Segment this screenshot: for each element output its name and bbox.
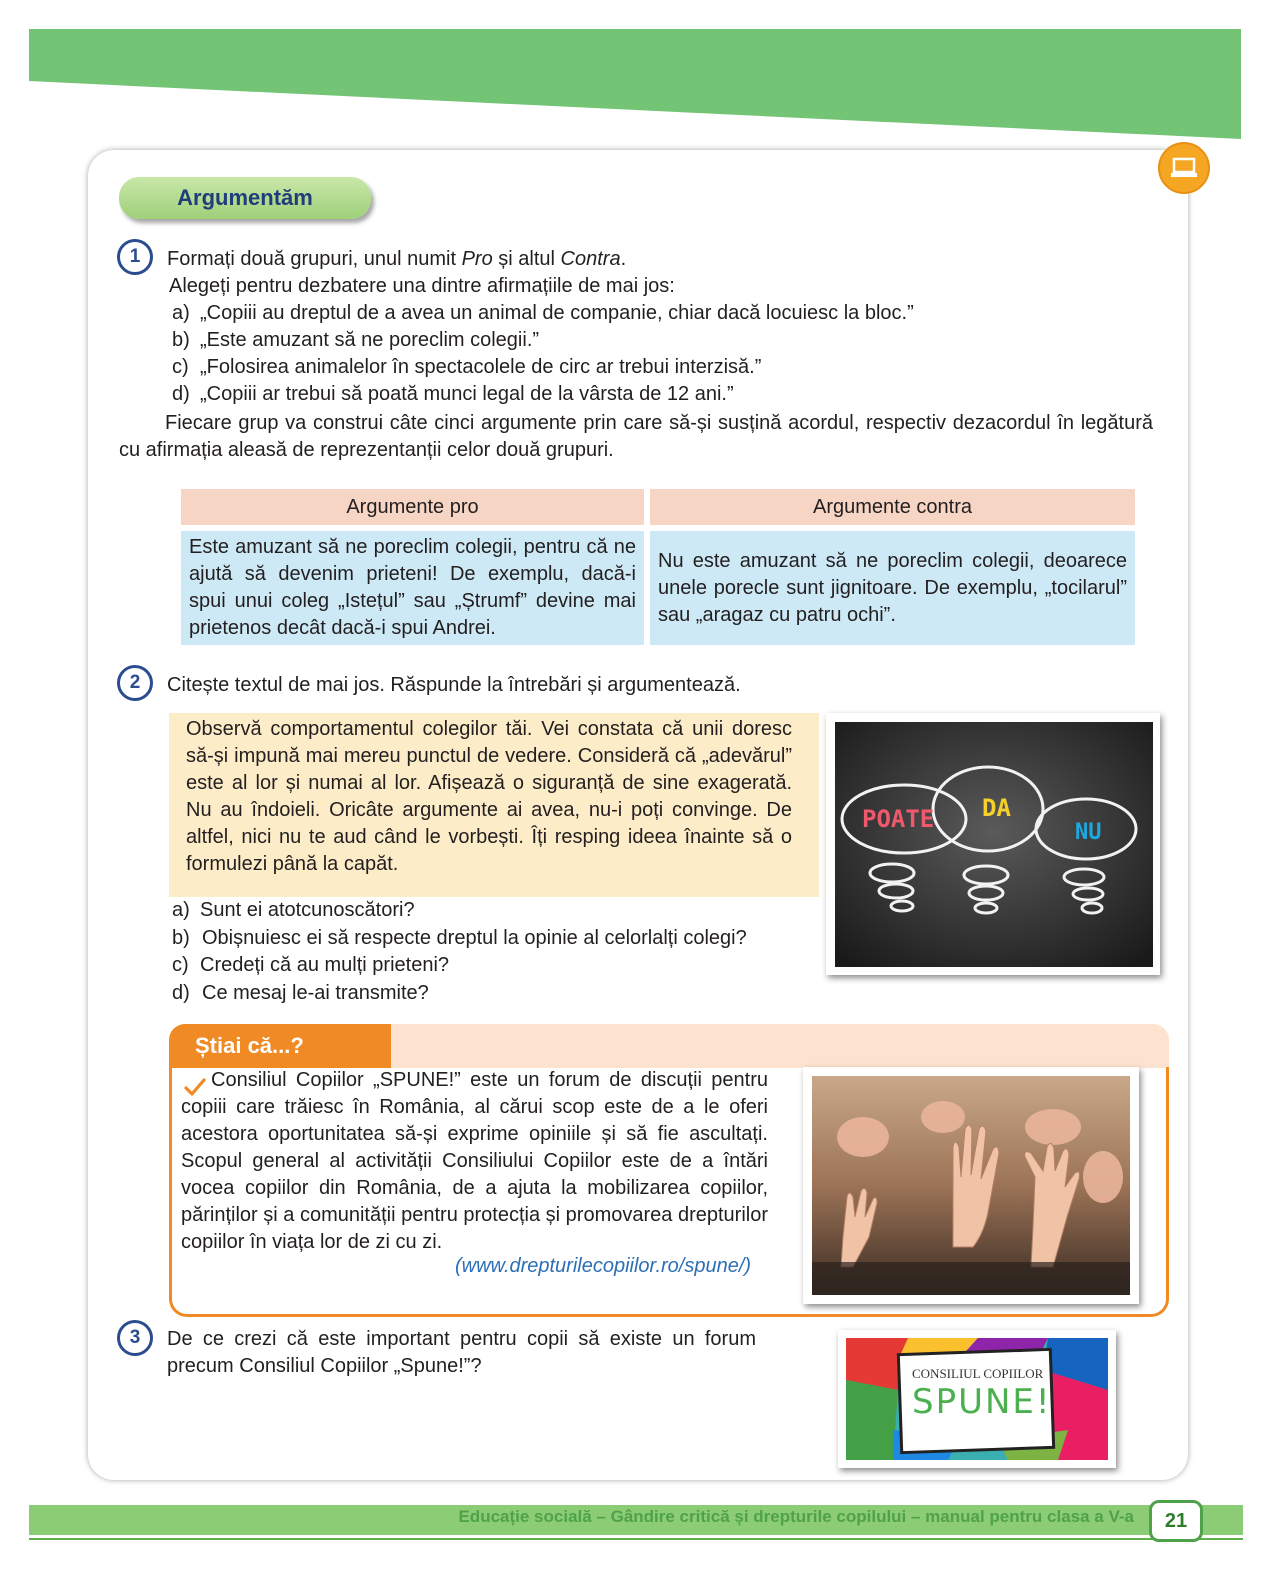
footer-title: Educație socială – Gândire critică și drepturile copilului – manual pentru clasa a V-a <box>458 1507 1134 1526</box>
table-header-contra: Argumente contra <box>650 489 1135 525</box>
stiai-text: Consiliul Copiilor „SPUNE!” este un forum de discuții pentru copiii care trăiesc în România, al cărui scop este de a le oferi acestora oportunitatea să-și exprime opiniile și să fie ascultați. Scopul general al activității Consiliului Copiilor este de a întări vocea copiilor din România, de a ajuta la mobilizarea copiilor, părinților și a comunității pentru protecția și promovarea drepturilor copiilor în viața lor de zi cu zi. <box>181 1069 768 1253</box>
bubble-nu: NU <box>1075 820 1102 845</box>
exercise-number-1: 1 <box>117 239 153 275</box>
ex1-intro-part1: Formați două grupuri, unul numit <box>167 248 462 270</box>
ex1-item-letter: c) <box>172 356 189 378</box>
ex2-instruction: Citește textul de mai jos. Răspunde la întrebări și argumentează. <box>167 674 741 696</box>
exercise-number-3: 3 <box>117 1320 153 1356</box>
ex1-item-letter: b) <box>172 329 190 351</box>
spune-logo-main: SPUNE! <box>912 1382 1052 1422</box>
page-number: 21 <box>1149 1500 1203 1542</box>
ex1-item-letter: a) <box>172 302 190 324</box>
ex2-question-text: Credeți că au mulți prieteni? <box>200 954 450 976</box>
laptop-icon <box>1158 142 1210 194</box>
stiai-link[interactable]: (www.drepturilecopiilor.ro/spune/) <box>455 1255 752 1277</box>
ex2-question-letter: b) <box>172 927 190 949</box>
ex1-pro-word: Pro <box>461 248 493 270</box>
ex1-line2: Alegeți pentru dezbatere una dintre afirmațiile de mai jos: <box>169 275 675 297</box>
stiai-header-bar <box>380 1024 1169 1068</box>
ex1-intro-part2: și altul <box>492 248 561 270</box>
ex2-question-text: Obișnuiesc ei să respecte dreptul la opinie al celorlalți colegi? <box>202 927 747 949</box>
ex1-item-text: „Este amuzant să ne poreclim colegii.” <box>200 329 540 351</box>
table-cell-contra <box>650 531 1135 645</box>
header-band <box>29 29 1241 139</box>
ex1-item-text: „Copiii ar trebui să poată munci legal de la vârsta de 12 ani.” <box>200 383 734 405</box>
bubble-da: DA <box>982 794 1011 822</box>
bubble-poate: POATE <box>862 805 935 833</box>
ex1-paragraph: Fiecare grup va construi câte cinci argumente prin care să-și susțină acordul, respectiv dezacordul în legătură cu afirmația aleasă de reprezentanții celor două grupuri. <box>119 412 1153 461</box>
section-heading: Argumentăm <box>119 177 371 219</box>
table-header-pro: Argumente pro <box>181 489 644 525</box>
ex2-question-letter: c) <box>172 954 189 976</box>
exercise-number-2: 2 <box>117 665 153 701</box>
ex2-question-text: Sunt ei atotcunoscători? <box>200 899 415 921</box>
ex3-text: De ce crezi că este important pentru copii să existe un forum precum Consiliul Copiilor „Spune!”? <box>167 1328 756 1377</box>
ex1-contra-word: Contra <box>560 248 621 270</box>
table-cell-pro <box>181 531 644 645</box>
ex2-quote: Observă comportamentul colegilor tăi. Vei constata că unii doresc să-și impună mai mereu punctul de vedere. Consideră că „adevărul” este al lor și numai al lor. Afișează o siguranță de sine exagerată. Nu au îndoieli. Oricâte argumente ai avea, nu-i poți convinge. De altfel, nici nu te aud când le vorbești. Îți resping ideea înainte să o formulezi până la capăt. <box>186 718 792 875</box>
spune-logo-top: CONSILIUL COPIILOR <box>912 1366 1044 1381</box>
ex1-intro-part3: . <box>620 248 627 270</box>
ex2-question-text: Ce mesaj le-ai transmite? <box>202 982 429 1004</box>
ex2-question-letter: a) <box>172 899 190 921</box>
raised-hands-photo <box>803 1067 1139 1304</box>
ex1-item-text: „Copiii au dreptul de a avea un animal de companie, chiar dacă locuiesc la bloc.” <box>200 302 914 324</box>
ex2-question-letter: d) <box>172 982 190 1004</box>
ex1-item-text: „Folosirea animalelor în spectacolele de circ ar trebui interzisă.” <box>200 356 762 378</box>
chalkboard-photo <box>826 713 1160 975</box>
table-cell-pro-text: Este amuzant să ne poreclim colegii, pentru că ne ajută să devenim prieteni! De exemplu, dacă-i spui unui coleg „Istețul” sau „Ștrumf” devine mai prietenos decât dacă-i spui Andrei. <box>189 536 636 639</box>
ex1-item-letter: d) <box>172 383 190 405</box>
stiai-title <box>169 1024 391 1068</box>
stiai-title-text: Știai că...? <box>195 1033 304 1058</box>
table-cell-contra-text: Nu este amuzant să ne poreclim colegii, deoarece unele porecle sunt jignitoare. De exemplu, „tocilarul” sau „aragaz cu patru ochi”. <box>658 549 1127 626</box>
ex1-intro <box>167 246 626 273</box>
footer-line <box>29 1538 1243 1540</box>
